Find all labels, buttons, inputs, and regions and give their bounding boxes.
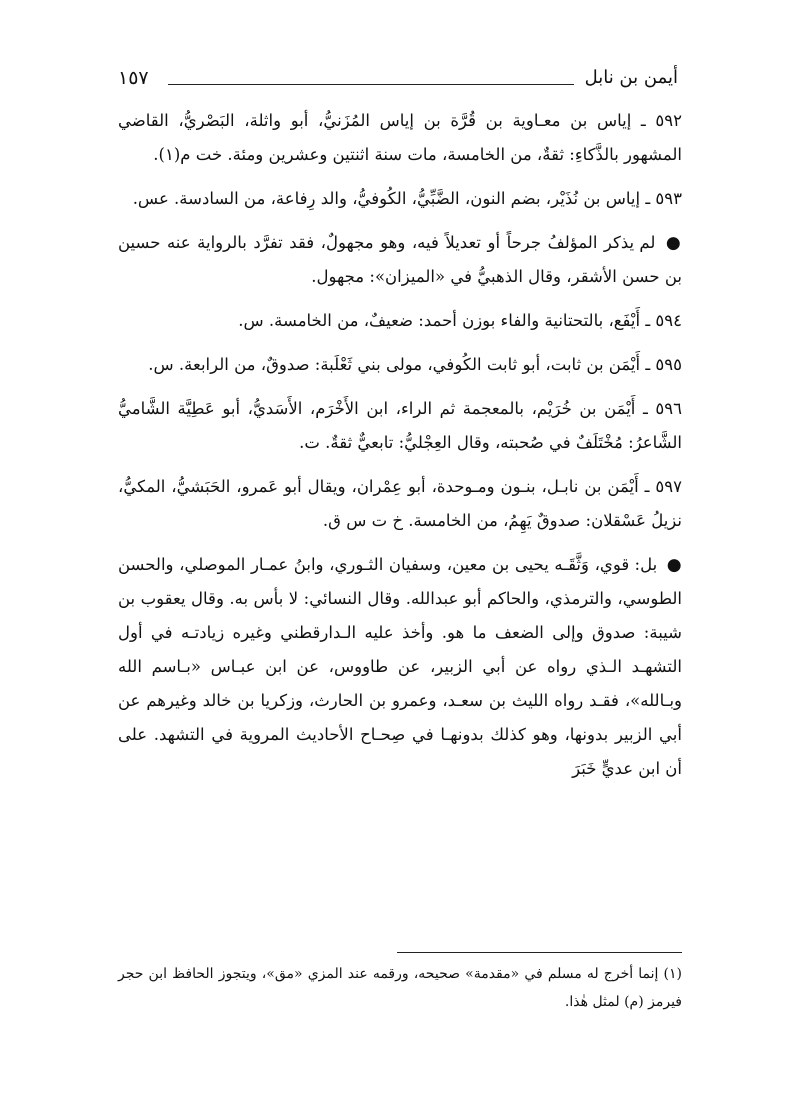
page-header xyxy=(118,66,678,92)
entry-593 xyxy=(118,182,682,216)
header-rule xyxy=(168,84,574,85)
entry-594 xyxy=(118,304,682,338)
entry-596 xyxy=(118,392,682,460)
page-number: ١٥٧ xyxy=(118,67,149,89)
footnote-text: (١) إنما أخرج له مسلم في «مقدمة» صحيحه، ورقمه عند المزي «مق»، ويتجوز الحافظ ابن حجر فيرمز (م) لمثل هٰذا. xyxy=(118,966,682,1010)
entry-595 xyxy=(118,348,682,382)
editor-comment xyxy=(118,548,682,786)
footnote-rule xyxy=(397,952,682,953)
entry-text: ٥٩٧ ـ أَيْمَن بن نابـل، بنـون ومـوحدة، أبو عِمْران، ويقال أبو عَمرو، الحَبَشيُّ، المكيُّ، نزيلُ عَسْقلان: صدوقٌ يَهِمُ، من الخامسة. خ ت س ق. xyxy=(118,477,682,530)
comment-text: بل: قوي، وَثَّقَـه يحيى بن معين، وسفيان الثـوري، وابنُ عمـار الموصلي، والحسن الطوسي، والترمذي، والحاكم أبو عبدالله. وقال النسائي: لا بأس به. وقال يعقوب بن شيبة: صدوق وإلى الضعف ما هو. وأخذ عليه الـدارقطني وغيره زيادتـه في أول التشهـد الـذي رواه عن أبي الزبير، عن طاووس، عن ابن عبـاس «بـاسم الله وبـالله»، فقـد رواه الليث بن سعـد، وعمرو بن الحارث، وزكريا بن خالد وغيرهم عن أبي الزبير بدونها، وهو كذلك بدونهـا في صِحـاح الأحاديث المروية في التشهد. على أن ابن عديٍّ خَبَرَ xyxy=(118,555,682,778)
entry-text: ٥٩٢ ـ إياس بن معـاوية بن قُرَّة بن إياس المُزَنيُّ، أبو واثلة، البَصْريُّ، القاضي المشهور بالذَّكاءِ: ثقةٌ، من الخامسة، مات سنة اثنتين وعشرين ومئة. خت م(١). xyxy=(118,111,682,164)
bullet-mark: ● xyxy=(666,555,682,575)
bullet-mark: ● xyxy=(665,233,682,253)
editor-comment xyxy=(118,226,682,294)
entry-592 xyxy=(118,104,682,172)
page-body xyxy=(118,104,682,796)
entry-text: ٥٩٤ ـ أَيْفَع، بالتحتانية والفاء بوزن أحمد: ضعيفٌ، من الخامسة. س. xyxy=(238,311,682,330)
entry-text: ٥٩٦ ـ أَيْمَن بن خُرَيْم، بالمعجمة ثم الراء، ابن الأَخْرَم، الأَسَديُّ، أبو عَطِيَّة الشَّاميُّ الشَّاعرُ: مُخْتَلَفٌ في صُحبته، وقال العِجْليُّ: تابعيٌّ ثقةٌ. ت. xyxy=(118,399,682,452)
footnotes xyxy=(118,960,682,1016)
footnote-1 xyxy=(118,960,682,1016)
comment-text: لم يذكر المؤلفُ جرحاً أو تعديلاً فيه، وهو مجهولٌ، فقد تفرَّد بالرواية عنه حسين بن حسن الأشقر، وقال الذهبيُّ في «الميزان»: مجهول. xyxy=(118,233,682,286)
entry-text: ٥٩٣ ـ إياس بن نُذَيْر، بضم النون، الضَّبِّيُّ، الكُوفيُّ، والد رِفاعة، من السادسة. عس. xyxy=(132,189,682,208)
entry-text: ٥٩٥ ـ أَيْمَن بن ثابت، أبو ثابت الكُوفي، مولى بني ثَعْلَبة: صدوقٌ، من الرابعة. س. xyxy=(148,355,682,374)
entry-597 xyxy=(118,470,682,538)
running-title: أيمن بن نابل xyxy=(584,67,678,88)
